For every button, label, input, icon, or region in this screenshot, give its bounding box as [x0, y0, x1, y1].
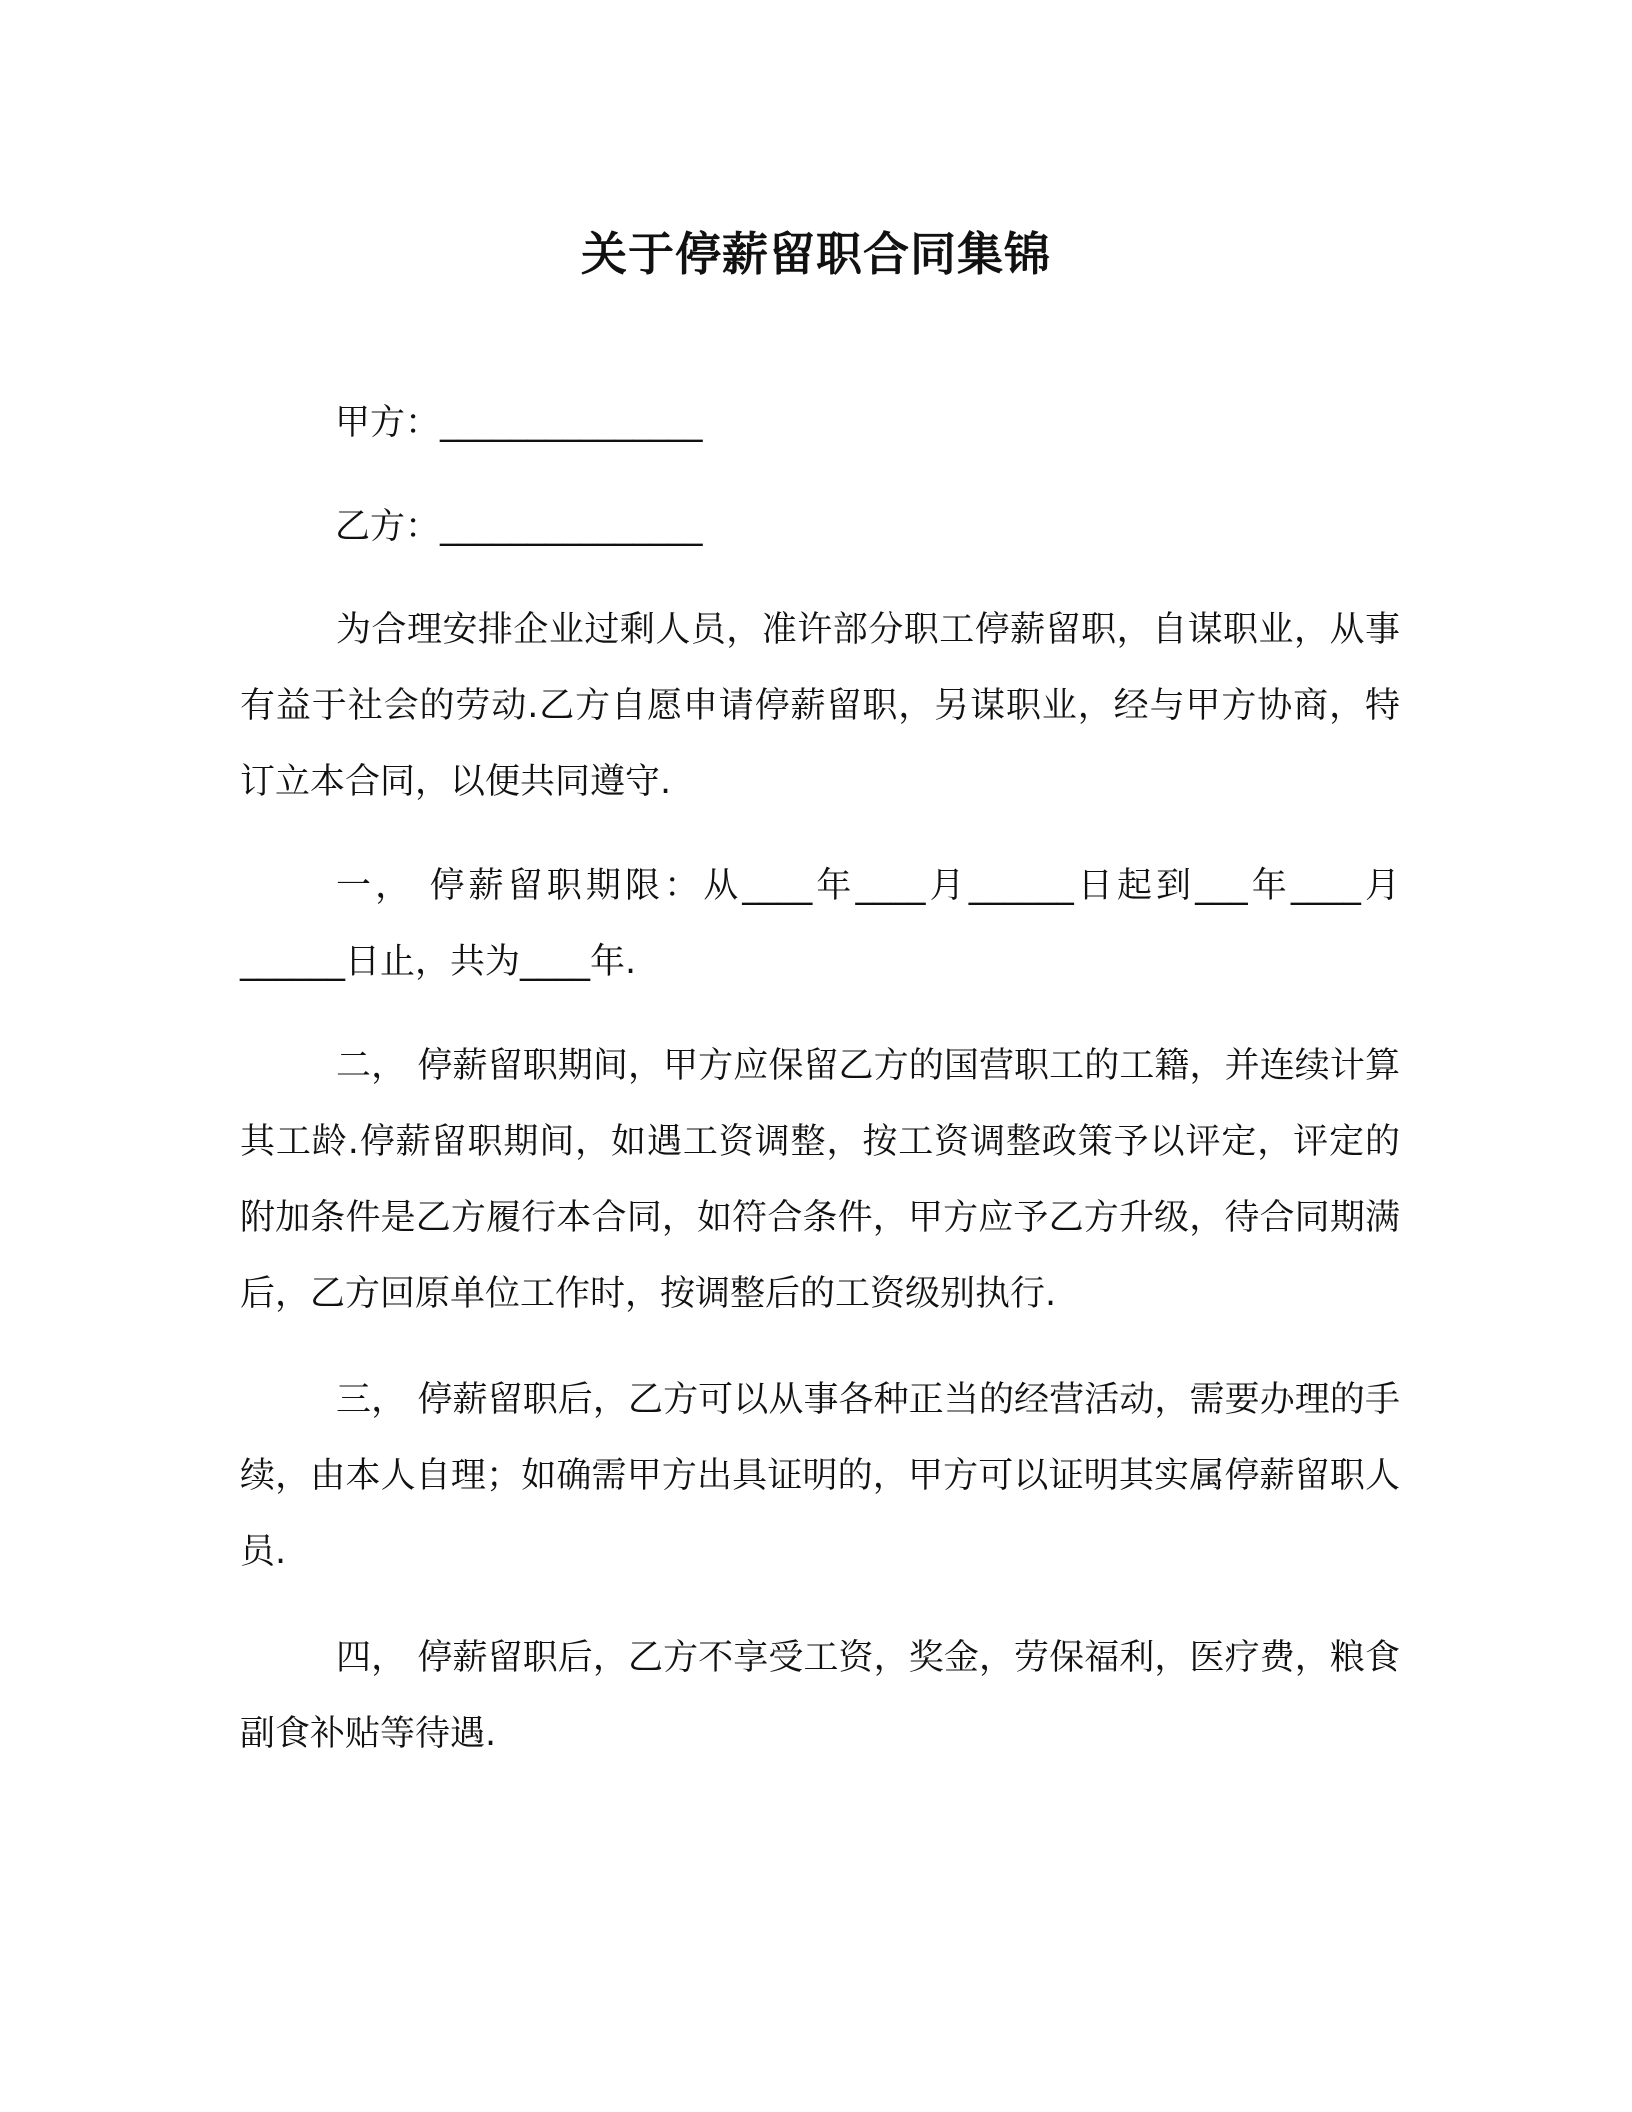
paragraph-text: 四， 停薪留职后，乙方不享受工资，奖金，劳保福利，医疗费，粮食副食补贴等待遇. — [240, 1638, 1400, 1754]
clause-4-paragraph — [240, 1620, 1400, 1772]
document-title: 关于停薪留职合同集锦 — [581, 227, 1051, 281]
clause-2-paragraph — [240, 1028, 1400, 1332]
party-a-line: 甲方：_______________ — [335, 403, 703, 443]
paragraph-text: 三， 停薪留职后，乙方可以从事各种正当的经营活动，需要办理的手续，由本人自理；如确需甲方出具证明的，甲方可以证明其实属停薪留职人员. — [240, 1380, 1400, 1572]
paragraph-text: 一， 停薪留职期限：从____年____月______日起到___年____月______日止，共为____年. — [240, 866, 1400, 982]
party-b-line: 乙方：_______________ — [335, 507, 703, 547]
paragraph-text: 为合理安排企业过剩人员，准许部分职工停薪留职，自谋职业，从事有益于社会的劳动.乙方自愿申请停薪留职，另谋职业，经与甲方协商，特订立本合同，以便共同遵守. — [240, 610, 1400, 802]
clause-1-paragraph — [240, 848, 1400, 1000]
preamble-paragraph — [240, 592, 1400, 820]
clause-3-paragraph — [240, 1362, 1400, 1590]
paragraph-text: 二， 停薪留职期间，甲方应保留乙方的国营职工的工籍，并连续计算其工龄.停薪留职期间，如遇工资调整，按工资调整政策予以评定，评定的附加条件是乙方履行本合同，如符合条件，甲方应予乙方升级，待合同期满后，乙方回原单位工作时，按调整后的工资级别执行. — [240, 1046, 1400, 1314]
